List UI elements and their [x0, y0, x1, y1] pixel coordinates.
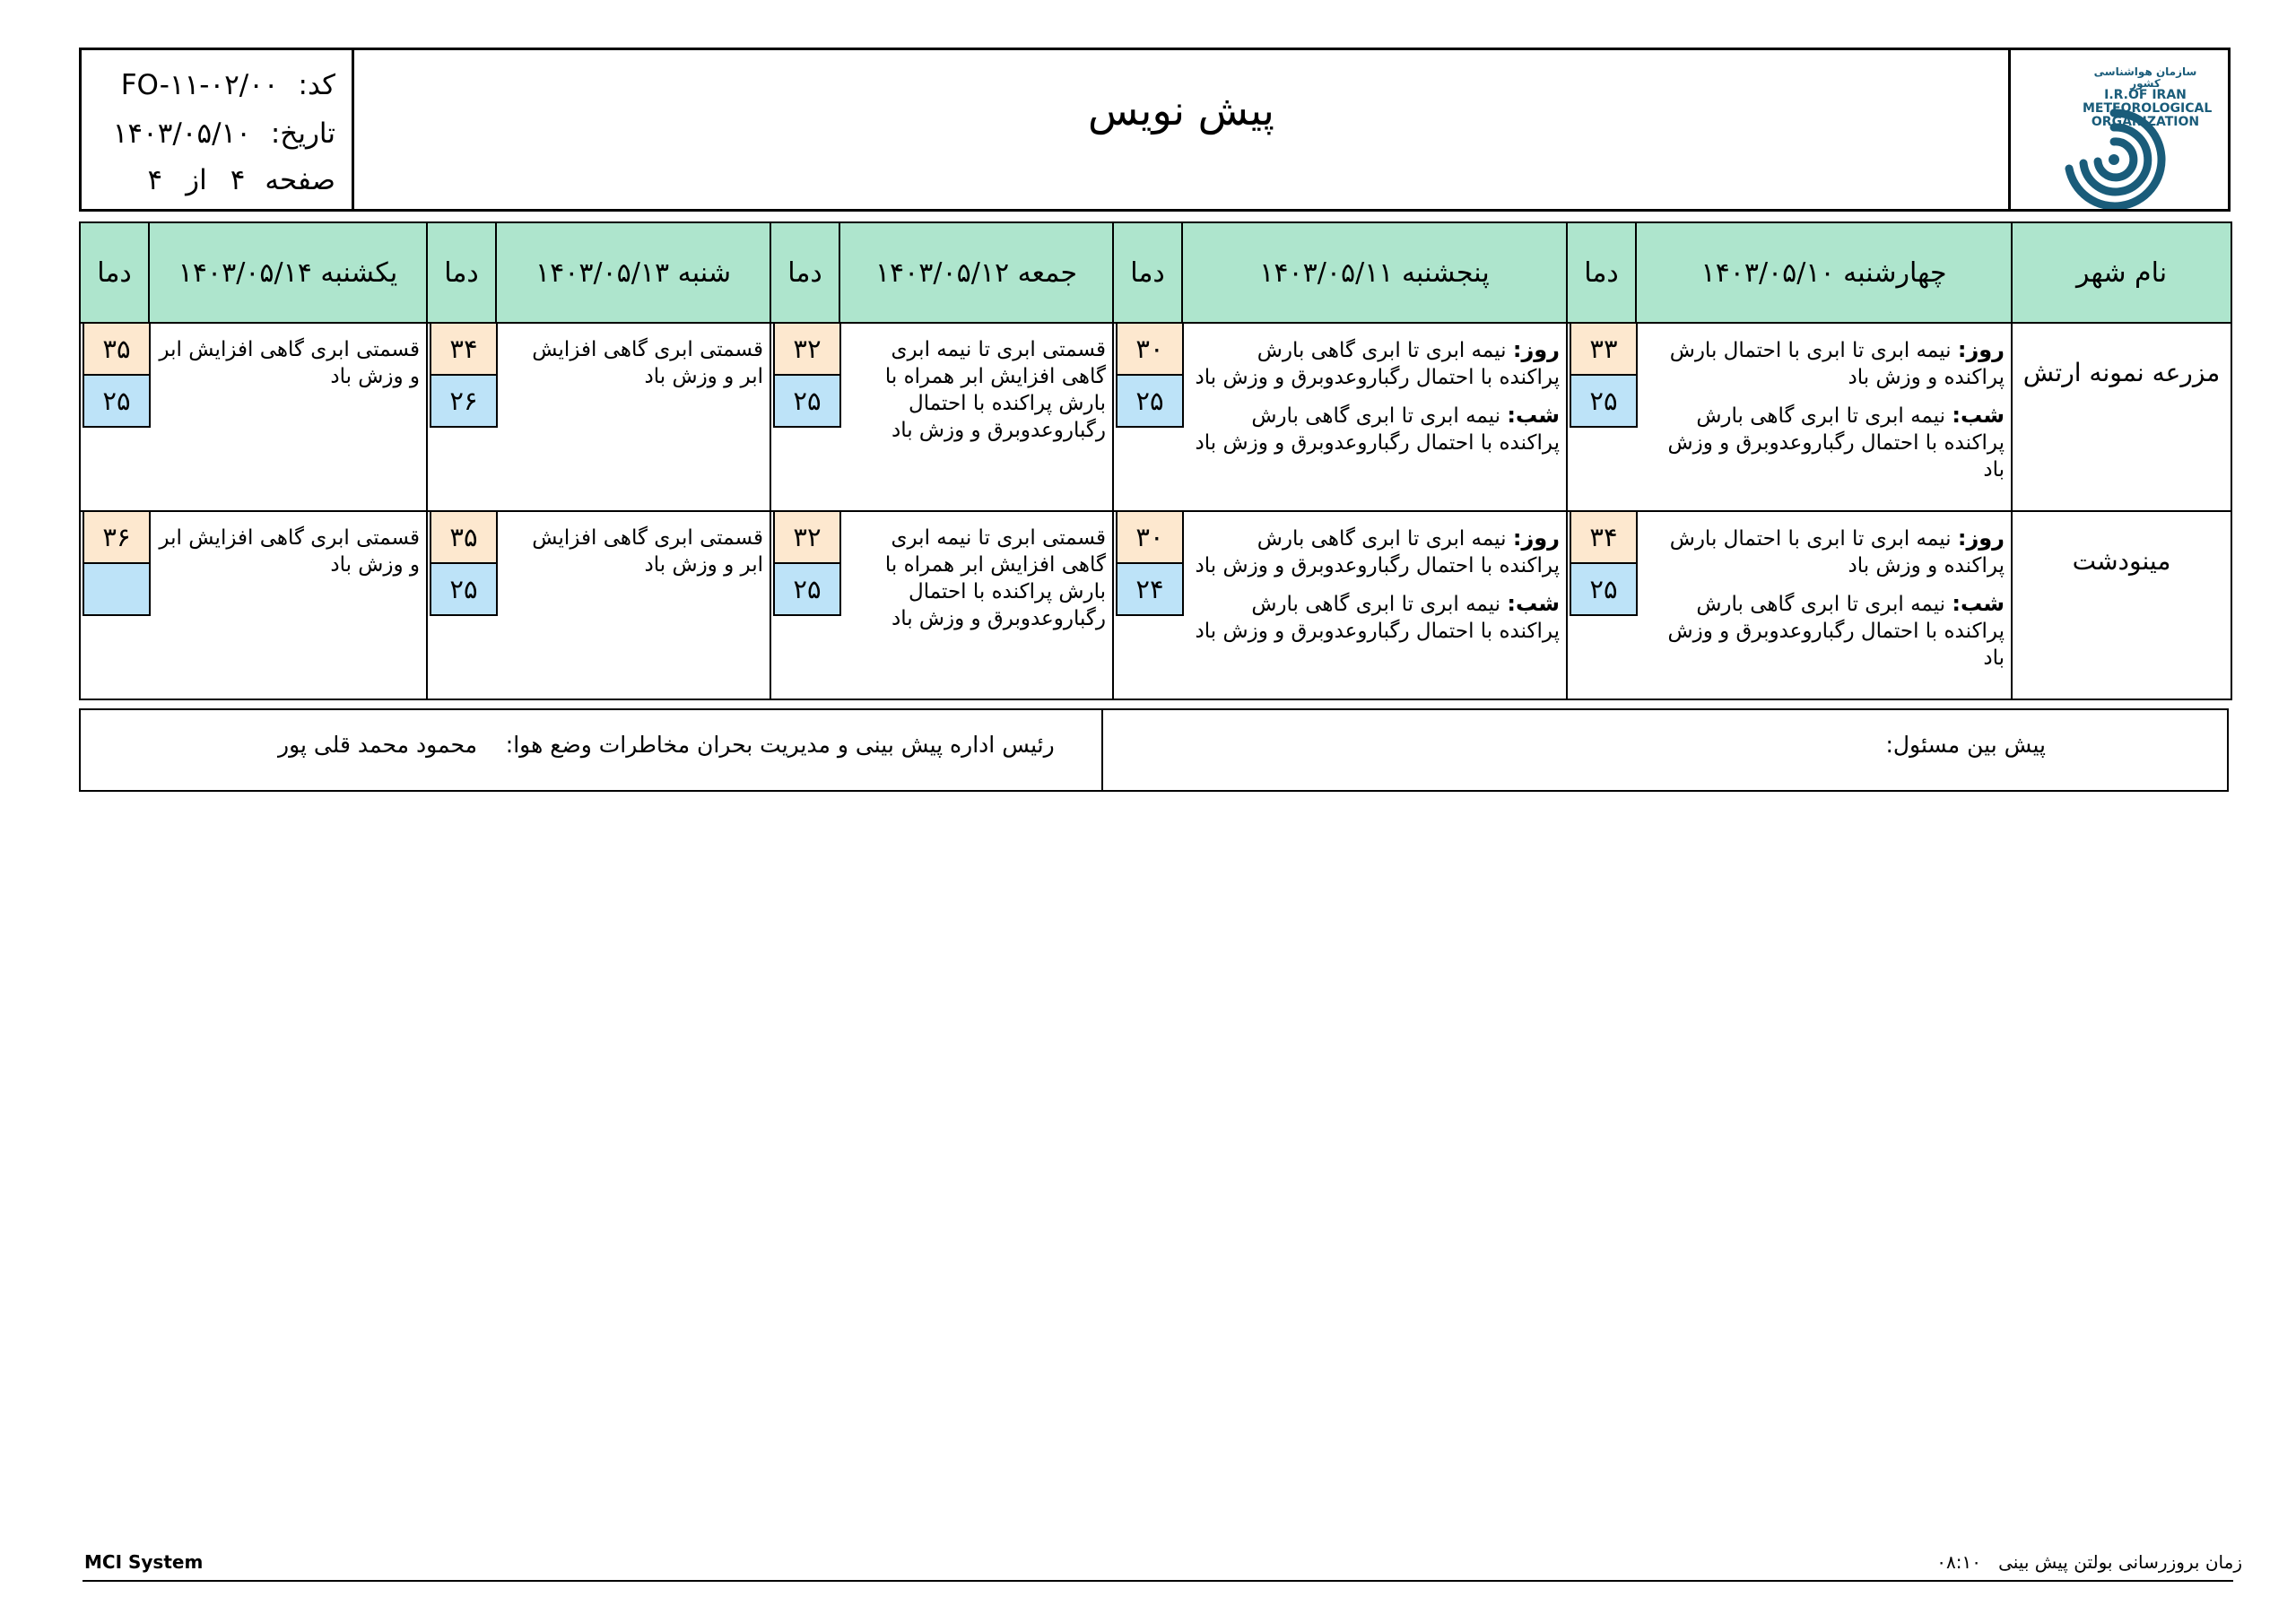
night-label: شب:: [1507, 403, 1560, 428]
forecast-cell: [496, 511, 770, 699]
spiral-logo-icon: [2060, 106, 2168, 209]
temp-column-header: دما: [1113, 222, 1182, 323]
min-temp: ۲۵: [773, 374, 841, 428]
day-column-header: چهارشنبه ۱۴۰۳/۰۵/۱۰: [1636, 222, 2012, 323]
temp-cell: [1113, 323, 1182, 511]
day-forecast: نیمه ابری تا ابری با احتمال بارش پراکنده و وزش باد: [1669, 527, 2005, 577]
forecast-cell: [839, 323, 1113, 511]
code-label: کد:: [298, 69, 335, 101]
page-total: ۴: [147, 164, 163, 196]
min-temp: ۲۵: [1570, 374, 1638, 428]
forecast-text: قسمتی ابری گاهی افزایش ابر و وزش باد: [532, 338, 763, 388]
night-forecast: نیمه ابری تا ابری گاهی بارش پراکنده با احتمال رگباروعدوبرق و وزش باد: [1667, 404, 2005, 482]
forecast-text: قسمتی ابری تا نیمه ابری گاهی افزایش ابر همراه با بارش پراکنده با احتمال رگباروعدوبرق و وزش باد: [884, 338, 1106, 442]
temp-cell: [427, 511, 496, 699]
code-value: FO-۱۱-۰۲/۰۰: [120, 69, 279, 101]
code-row: [109, 63, 335, 108]
forecast-cell: [1636, 323, 2012, 511]
day-label: روز:: [1957, 337, 2005, 362]
day-column-header: جمعه ۱۴۰۳/۰۵/۱۲: [839, 222, 1113, 323]
forecast-table: [79, 221, 2232, 700]
table-header-row: [80, 222, 2231, 323]
temp-cell: [1567, 323, 1636, 511]
update-time-label: زمان بروزرسانی بولتن پیش بینی: [1998, 1551, 2242, 1573]
temp-cell: [80, 511, 149, 699]
night-label: شب:: [1507, 591, 1560, 616]
table-row: [80, 511, 2231, 699]
night-label: شب:: [1952, 403, 2005, 428]
max-temp: ۳۴: [430, 322, 498, 376]
min-temp: ۲۵: [430, 562, 498, 616]
forecast-cell: [496, 323, 770, 511]
night-forecast: نیمه ابری تا ابری گاهی بارش پراکنده با احتمال رگباروعدوبرق و وزش باد: [1195, 404, 1560, 455]
department-head-name: محمود محمد قلی پور: [278, 732, 477, 758]
day-label: روز:: [1512, 525, 1560, 551]
bulletin-update-time: [1936, 1551, 2242, 1573]
system-name: MCI System: [84, 1551, 204, 1573]
max-temp: ۳۴: [1570, 510, 1638, 564]
organization-logo: [2008, 50, 2228, 209]
document-header: [79, 48, 2231, 212]
min-temp: ۲۶: [430, 374, 498, 428]
temp-cell: [1113, 511, 1182, 699]
city-name: مینودشت: [2012, 511, 2231, 699]
min-temp: ۲۴: [1116, 562, 1184, 616]
min-temp: [83, 562, 151, 616]
forecast-cell: [1182, 323, 1567, 511]
page-label: صفحه: [265, 164, 335, 196]
table-row: [80, 323, 2231, 511]
temp-column-header: دما: [427, 222, 496, 323]
forecast-cell: [149, 511, 427, 699]
forecast-cell: [1182, 511, 1567, 699]
page-of-label: از: [186, 164, 207, 196]
day-label: روز:: [1512, 337, 1560, 362]
department-head-label: رئیس اداره پیش بینی و مدیریت بحران مخاطرات وضع هوا:: [505, 732, 1055, 758]
min-temp: ۲۵: [1116, 374, 1184, 428]
page-row: [109, 158, 335, 203]
temp-cell: [427, 323, 496, 511]
max-temp: ۳۰: [1116, 322, 1184, 376]
temp-cell: [1567, 511, 1636, 699]
max-temp: ۳۰: [1116, 510, 1184, 564]
temp-cell: [80, 323, 149, 511]
day-label: روز:: [1957, 525, 2005, 551]
night-label: شب:: [1952, 591, 2005, 616]
temp-cell: [770, 511, 839, 699]
date-value: ۱۴۰۳/۰۵/۱۰: [112, 117, 251, 150]
forecast-text: قسمتی ابری گاهی افزایش ابر و وزش باد: [159, 526, 420, 577]
max-temp: ۳۵: [83, 322, 151, 376]
date-label: تاریخ:: [270, 117, 335, 150]
department-head: [278, 732, 1055, 758]
temp-column-header: دما: [80, 222, 149, 323]
max-temp: ۳۵: [430, 510, 498, 564]
forecaster-label: پیش بین مسئول:: [1885, 732, 2046, 758]
logo-text-en-3: ORGANIZATION: [2091, 114, 2200, 129]
logo-text-fa: سازمان هواشناسی کشور: [2093, 65, 2197, 90]
forecast-cell: [1636, 511, 2012, 699]
max-temp: ۳۳: [1570, 322, 1638, 376]
max-temp: ۳۲: [773, 510, 841, 564]
city-column-header: نام شهر: [2012, 222, 2231, 323]
temp-cell: [770, 323, 839, 511]
forecast-cell: [149, 323, 427, 511]
page-current: ۴: [230, 164, 246, 196]
day-column-header: یکشنبه ۱۴۰۳/۰۵/۱۴: [149, 222, 427, 323]
night-forecast: نیمه ابری تا ابری گاهی بارش پراکنده با احتمال رگباروعدوبرق و وزش باد: [1195, 593, 1560, 643]
forecast-text: قسمتی ابری گاهی افزایش ابر و وزش باد: [159, 338, 420, 388]
page-title: پیش نویس: [1088, 86, 1274, 135]
forecast-text: قسمتی ابری گاهی افزایش ابر و وزش باد: [532, 526, 763, 577]
forecast-cell: [839, 511, 1113, 699]
day-column-header: پنجشنبه ۱۴۰۳/۰۵/۱۱: [1182, 222, 1567, 323]
forecast-text: قسمتی ابری تا نیمه ابری گاهی افزایش ابر همراه با بارش پراکنده با احتمال رگباروعدوبرق و وزش باد: [884, 526, 1106, 630]
signature-divider: [1101, 710, 1103, 790]
city-name: مزرعه نمونه ارتش: [2012, 323, 2231, 511]
min-temp: ۲۵: [773, 562, 841, 616]
temp-column-header: دما: [770, 222, 839, 323]
date-row: [109, 111, 335, 156]
day-column-header: شنبه ۱۴۰۳/۰۵/۱۳: [496, 222, 770, 323]
logo-text-en-2: METEOROLOGICAL: [2083, 100, 2213, 116]
update-time-value: ۰۸:۱۰: [1936, 1551, 1982, 1573]
day-forecast: نیمه ابری تا ابری گاهی بارش پراکنده با احتمال رگباروعدوبرق و وزش باد: [1195, 527, 1560, 577]
day-forecast: نیمه ابری تا ابری با احتمال بارش پراکنده و وزش باد: [1669, 339, 2005, 389]
max-temp: ۳۶: [83, 510, 151, 564]
min-temp: ۲۵: [1570, 562, 1638, 616]
signature-box: [79, 708, 2229, 792]
min-temp: ۲۵: [83, 374, 151, 428]
max-temp: ۳۲: [773, 322, 841, 376]
night-forecast: نیمه ابری تا ابری گاهی بارش پراکنده با احتمال رگباروعدوبرق و وزش باد: [1667, 593, 2005, 670]
document-meta: [82, 50, 354, 209]
footer-divider: [83, 1580, 2233, 1582]
day-forecast: نیمه ابری تا ابری گاهی بارش پراکنده با احتمال رگباروعدوبرق و وزش باد: [1195, 339, 1560, 389]
temp-column-header: دما: [1567, 222, 1636, 323]
logo-text-en-1: I.R.OF IRAN: [2104, 88, 2187, 103]
